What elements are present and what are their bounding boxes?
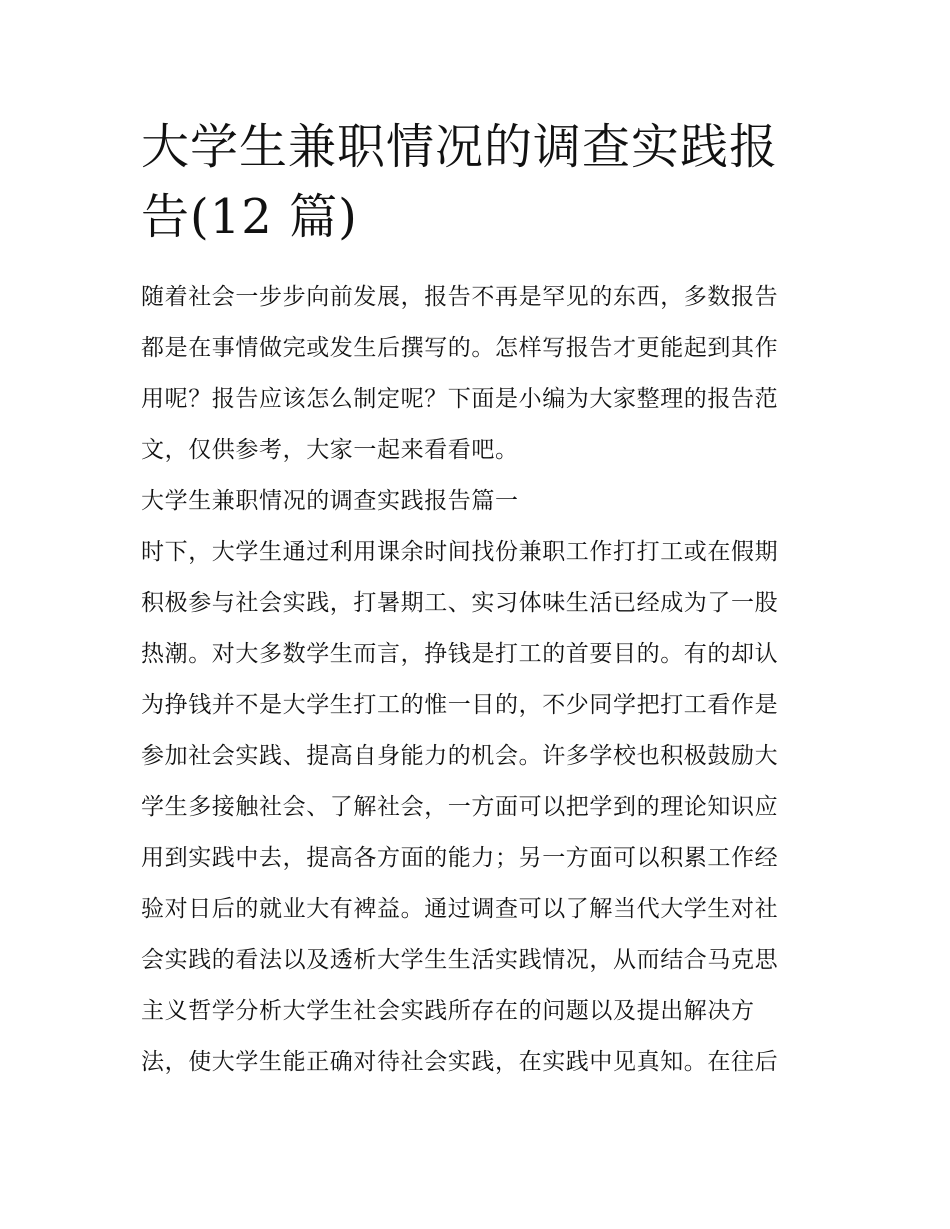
- body-line: 法，使大学生能正确对待社会实践，在实践中见真知。在往后: [141, 1049, 779, 1075]
- title-line: 告(12 篇): [141, 189, 358, 245]
- body-line: 主义哲学分析大学生社会实践所存在的问题以及提出解决方: [141, 998, 755, 1024]
- body-line: 热潮。对大多数学生而言，挣钱是打工的首要目的。有的却认: [141, 641, 779, 667]
- body-paragraph: [141, 527, 813, 1088]
- intro-line: 用呢？报告应该怎么制定呢？下面是小编为大家整理的报告范: [141, 386, 779, 412]
- document-title: [141, 112, 813, 252]
- intro-line: 随着社会一步步向前发展，报告不再是罕见的东西，多数报告: [141, 284, 779, 310]
- section-heading: 大学生兼职情况的调查实践报告篇一: [141, 488, 519, 514]
- body-line: 时下，大学生通过利用课余时间找份兼职工作打打工或在假期: [141, 539, 779, 565]
- intro-paragraph: [141, 272, 813, 476]
- intro-line: 文，仅供参考，大家一起来看看吧。: [141, 437, 519, 463]
- intro-line: 都是在事情做完或发生后撰写的。怎样写报告才更能起到其作: [141, 335, 779, 361]
- body-line: 为挣钱并不是大学生打工的惟一目的，不少同学把打工看作是: [141, 692, 779, 718]
- title-line: 大学生兼职情况的调查实践报: [141, 119, 779, 175]
- body-line: 会实践的看法以及透析大学生生活实践情况，从而结合马克思: [141, 947, 779, 973]
- body-line: 验对日后的就业大有裨益。通过调查可以了解当代大学生对社: [141, 896, 779, 922]
- body-line: 积极参与社会实践，打暑期工、实习体味生活已经成为了一股: [141, 590, 779, 616]
- document-content: [141, 112, 813, 1088]
- body-line: 用到实践中去，提高各方面的能力；另一方面可以积累工作经: [141, 845, 779, 871]
- body-line: 学生多接触社会、了解社会，一方面可以把学到的理论知识应: [141, 794, 779, 820]
- body-line: 参加社会实践、提高自身能力的机会。许多学校也积极鼓励大: [141, 743, 779, 769]
